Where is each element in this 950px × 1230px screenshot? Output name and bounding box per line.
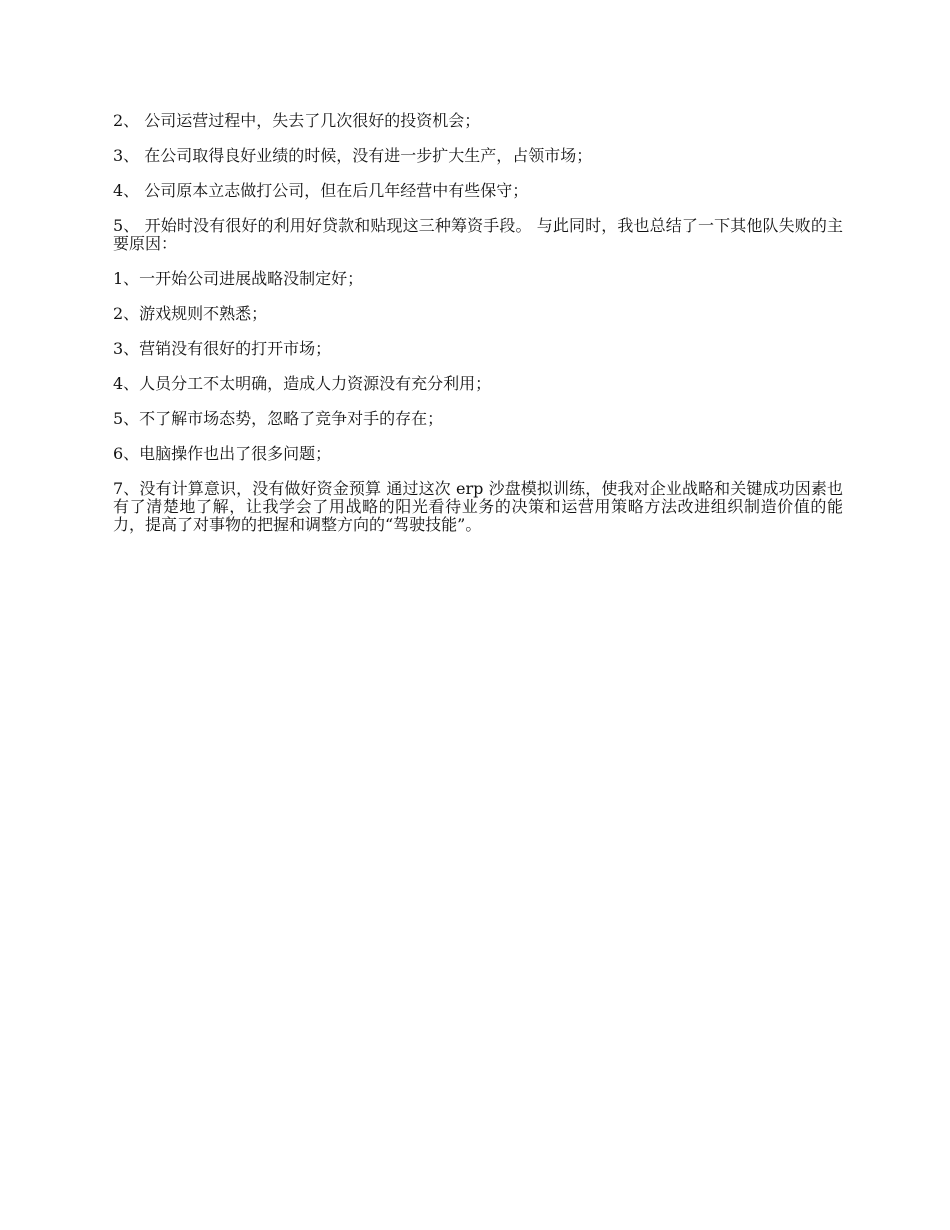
paragraph-other-team-reason-2: 2、游戏规则不熟悉； — [113, 304, 268, 323]
paragraph-shortcoming-2: 2、 公司运营过程中，失去了几次很好的投资机会； — [113, 111, 481, 130]
paragraph-shortcoming-4: 4、 公司原本立志做打公司，但在后几年经营中有些保守； — [113, 181, 529, 200]
paragraph-other-team-reason-4: 4、人员分工不太明确，造成人力资源没有充分利用； — [113, 374, 492, 393]
paragraph-other-team-reason-3: 3、营销没有很好的打开市场； — [113, 339, 332, 358]
paragraph-other-team-reason-6: 6、电脑操作也出了很多问题； — [113, 444, 332, 463]
paragraph-shortcoming-3: 3、 在公司取得良好业绩的时候，没有进一步扩大生产，占领市场； — [113, 146, 593, 165]
paragraph-shortcoming-5: 5、 开始时没有很好的利用好贷款和贴现这三种筹资手段。 与此同时，我也总结了一下其他队失败的主要原因： — [113, 216, 843, 253]
paragraph-other-team-reason-5: 5、不了解市场态势，忽略了竞争对手的存在； — [113, 409, 444, 428]
paragraph-other-team-reason-1: 1、一开始公司进展战略没制定好； — [113, 269, 364, 288]
document-body — [113, 112, 843, 551]
paragraph-other-team-reason-7-conclusion: 7、没有计算意识，没有做好资金预算 通过这次 erp 沙盘模拟训练，使我对企业战略和关键成功因素也有了清楚地了解，让我学会了用战略的阳光看待业务的决策和运营用策略方法改进组织制造价值的能力，提高了对事物的把握和调整方向的“驾驶技能”。 — [113, 479, 843, 534]
